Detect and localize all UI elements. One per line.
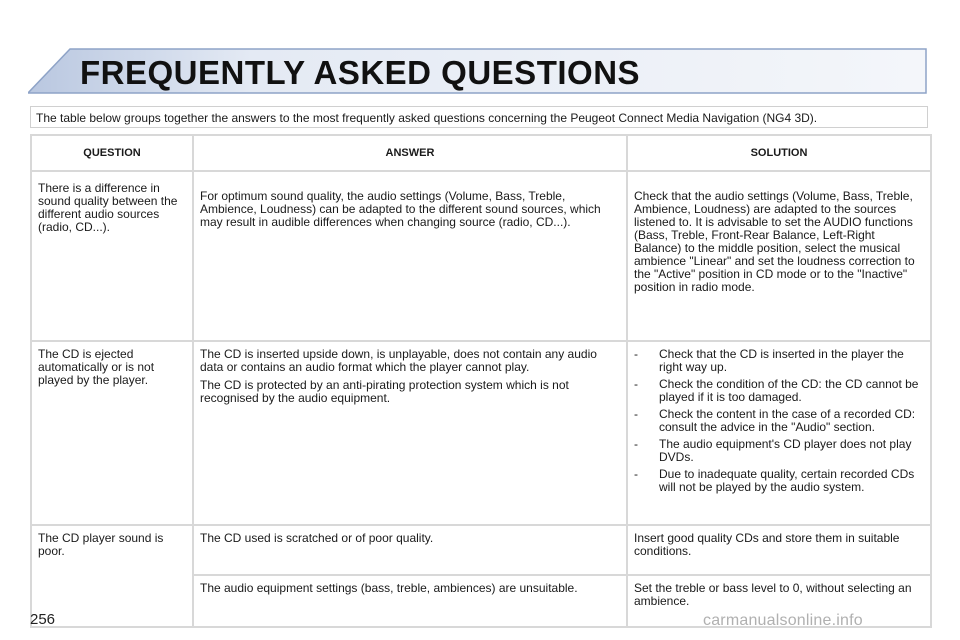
list-item — [634, 348, 924, 374]
column-header-question: QUESTION — [31, 135, 193, 171]
intro-text: The table below groups together the answers to the most frequently asked questions concerning the Peugeot Connect Media Navigation (NG4 3D). — [30, 106, 928, 128]
question-cell: The CD is ejected automatically or is not played by the player. — [31, 341, 193, 525]
list-item — [634, 408, 924, 434]
answer-text: For optimum sound quality, the audio settings (Volume, Bass, Treble, Ambience, Loudness) can be adapted to the different sound sources, which may result in audible differences when changing source (radio, CD...). — [200, 189, 601, 229]
list-item — [634, 438, 924, 464]
column-header-answer: ANSWER — [193, 135, 627, 171]
solution-cell — [627, 341, 931, 525]
list-item — [634, 468, 924, 494]
list-item — [634, 378, 924, 404]
column-header-solution: SOLUTION — [627, 135, 931, 171]
table-row — [31, 171, 931, 341]
solution-list — [634, 348, 924, 494]
solution-item-text: Check the condition of the CD: the CD cannot be played if it is too damaged. — [659, 377, 919, 404]
dash-icon: - — [634, 437, 638, 451]
dash-icon: - — [634, 347, 638, 361]
answer-text: The CD is protected by an anti-pirating protection system which is not recognised by the audio equipment. — [200, 378, 569, 405]
watermark: carmanualsonline.info — [703, 612, 863, 629]
answer-cell — [193, 341, 627, 525]
page-title: FREQUENTLY ASKED QUESTIONS — [80, 54, 641, 91]
answer-cell — [193, 575, 627, 627]
table-header-row — [31, 135, 931, 171]
table-row — [31, 525, 931, 575]
dash-icon: - — [634, 377, 638, 391]
question-cell: The CD player sound is poor. — [31, 525, 193, 627]
solution-cell: Set the treble or bass level to 0, without selecting an ambience. — [627, 575, 931, 627]
dash-icon: - — [634, 407, 638, 421]
question-cell: There is a difference in sound quality between the different audio sources (radio, CD...). — [31, 171, 193, 341]
answer-cell — [193, 171, 627, 341]
answer-cell — [193, 525, 627, 575]
solution-item-text: The audio equipment's CD player does not play DVDs. — [659, 437, 912, 464]
solution-item-text: Due to inadequate quality, certain recorded CDs will not be played by the audio system. — [659, 467, 915, 494]
answer-text: The CD is inserted upside down, is unplayable, does not contain any audio data or contains an audio format which the player cannot play. — [200, 347, 597, 374]
answer-text: The CD used is scratched or of poor quality. — [200, 531, 434, 545]
table-row — [31, 341, 931, 525]
solution-item-text: Check the content in the case of a recorded CD: consult the advice in the "Audio" section. — [659, 407, 916, 434]
dash-icon: - — [634, 467, 638, 481]
faq-table — [30, 134, 932, 628]
solution-cell: Insert good quality CDs and store them in suitable conditions. — [627, 525, 931, 575]
page-number: 256 — [30, 611, 56, 628]
answer-text: The audio equipment settings (bass, treble, ambiences) are unsuitable. — [200, 581, 578, 595]
solution-cell: Check that the audio settings (Volume, Bass, Treble, Ambience, Loudness) are adapted to the sources listened to. It is advisable to set the AUDIO functions (Bass, Treble, Front-Rear Balance, Left-Right Balance) to the middle position, select the musical ambience "Linear" and set the loudness correction to the "Active" position in CD mode or to the "Inactive" position in radio mode. — [627, 171, 931, 341]
solution-item-text: Check that the CD is inserted in the player the right way up. — [659, 347, 904, 374]
